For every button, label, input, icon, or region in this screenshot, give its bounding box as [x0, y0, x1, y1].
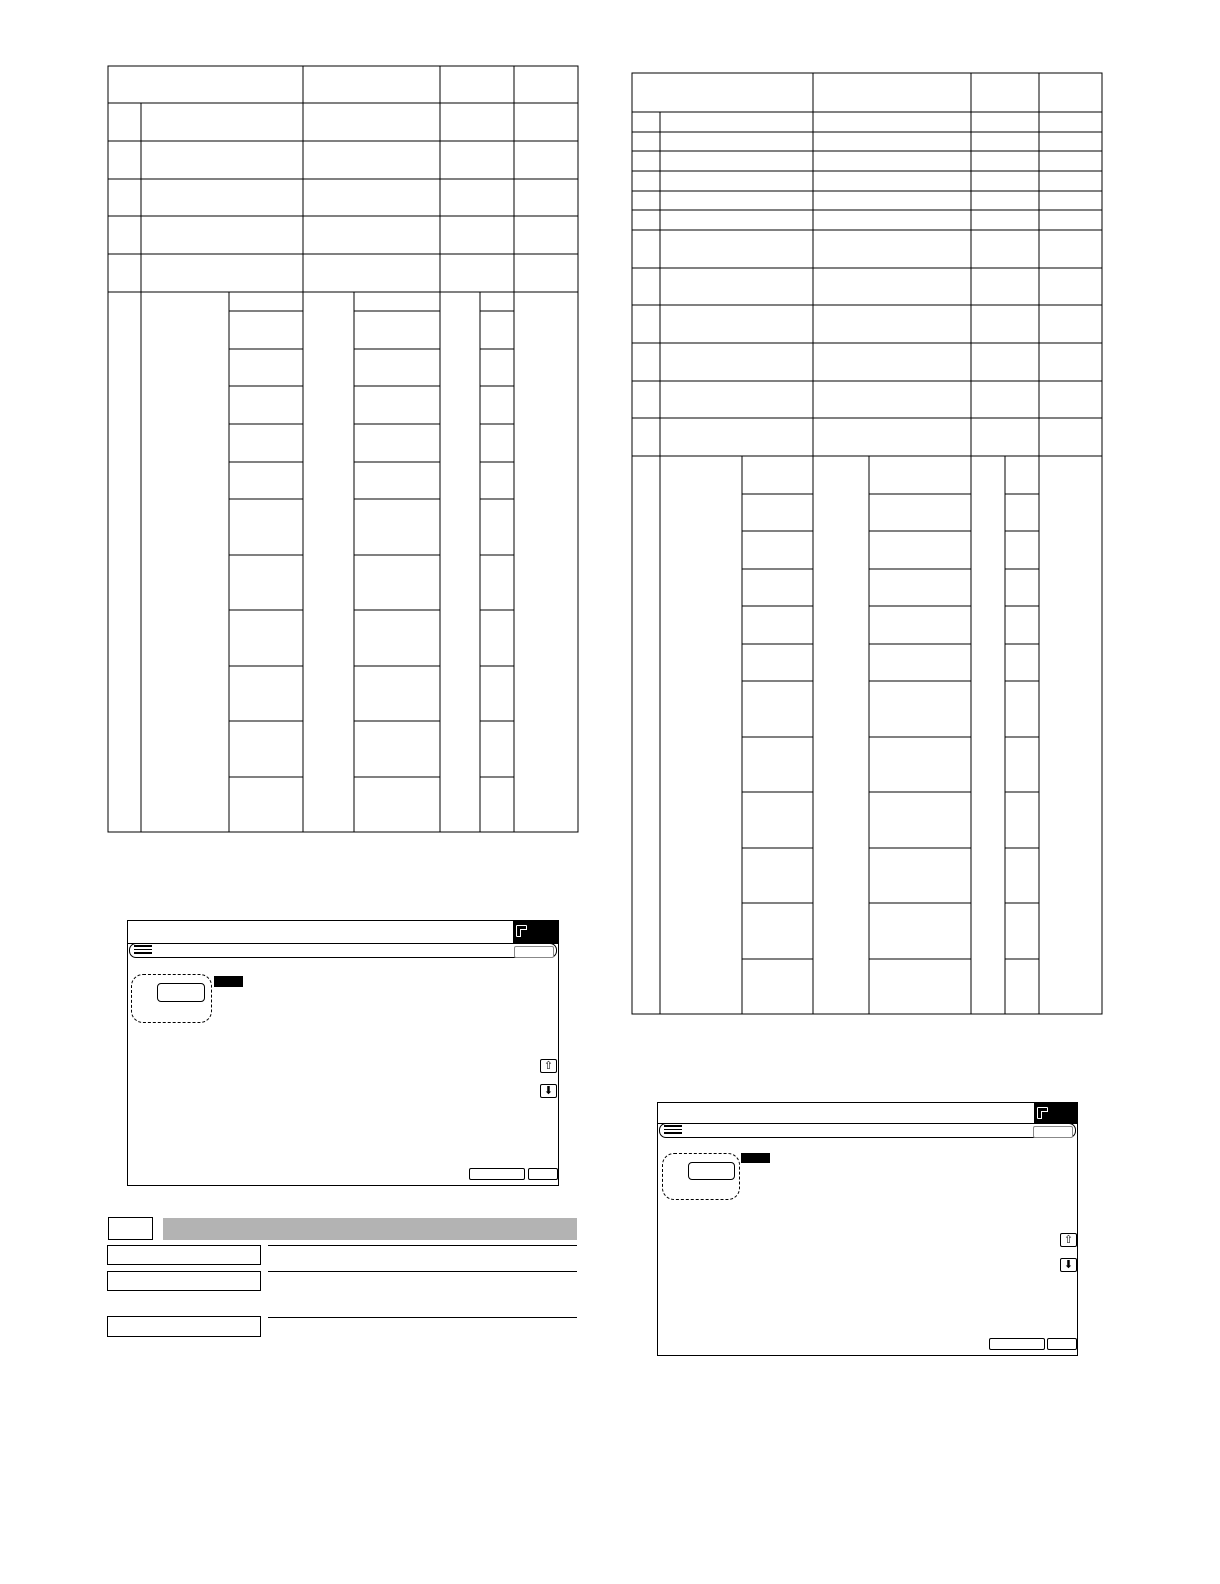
- mode-tab[interactable]: [1034, 1103, 1077, 1123]
- scroll-up-button[interactable]: [540, 1059, 557, 1073]
- rule-3: [268, 1317, 577, 1318]
- status-tag: [214, 976, 243, 987]
- up-arrow-icon: ⇧: [1063, 1234, 1074, 1246]
- section-header-bar: [163, 1218, 577, 1240]
- label-box-2: [107, 1271, 261, 1291]
- rule-2: [268, 1271, 577, 1272]
- label-box-3: [107, 1316, 261, 1337]
- down-arrow-icon: ⬇: [543, 1085, 554, 1097]
- bottom-wide-button[interactable]: [469, 1168, 525, 1180]
- value-button[interactable]: [688, 1162, 735, 1180]
- menu-lines-icon[interactable]: [664, 1125, 682, 1137]
- copy-mode-icon: [1037, 1107, 1048, 1119]
- bottom-small-button[interactable]: [1047, 1338, 1077, 1350]
- mode-tab[interactable]: [513, 921, 558, 943]
- scroll-down-button[interactable]: [540, 1084, 557, 1098]
- status-tag: [741, 1153, 770, 1163]
- menu-bar: [129, 943, 557, 958]
- menu-bar: [659, 1123, 1076, 1138]
- code-box: [108, 1217, 153, 1240]
- down-arrow-icon: ⬇: [1063, 1259, 1074, 1271]
- simulation-screen-2: [657, 1102, 1078, 1356]
- bottom-small-button[interactable]: [528, 1168, 558, 1180]
- rule-1: [268, 1245, 577, 1246]
- scroll-down-button[interactable]: [1060, 1258, 1077, 1272]
- left-table: [108, 66, 578, 832]
- title-bar: [128, 921, 558, 944]
- up-arrow-icon: ⇧: [543, 1060, 554, 1072]
- selection-group: [662, 1153, 740, 1200]
- simulation-screen-1: [127, 920, 559, 1186]
- selection-group: [131, 974, 212, 1023]
- title-bar: [658, 1103, 1077, 1124]
- right-table: [632, 73, 1102, 1014]
- bottom-wide-button[interactable]: [989, 1338, 1045, 1350]
- ok-button[interactable]: [514, 946, 554, 958]
- ok-button[interactable]: [1033, 1126, 1073, 1138]
- label-box-1: [107, 1245, 261, 1265]
- copy-mode-icon: [516, 925, 527, 937]
- menu-lines-icon[interactable]: [134, 945, 152, 957]
- value-button[interactable]: [157, 983, 205, 1002]
- scroll-up-button[interactable]: [1060, 1233, 1077, 1247]
